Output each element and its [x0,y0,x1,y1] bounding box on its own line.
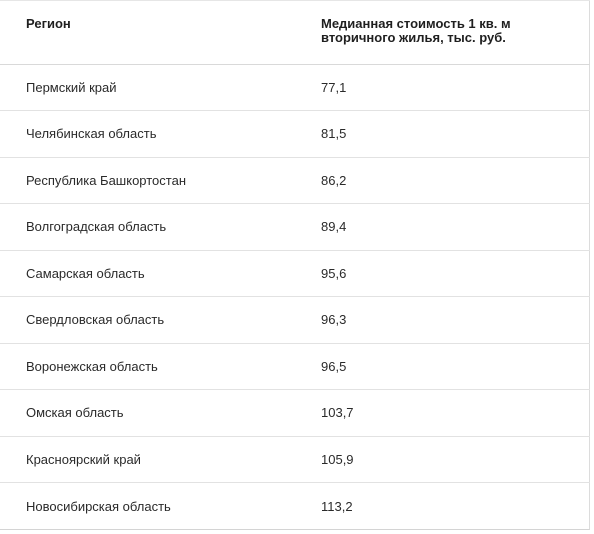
cell-region: Красноярский край [0,436,295,483]
table-body [0,64,590,529]
cell-region: Воронежская область [0,343,295,390]
cell-price: 96,3 [295,297,590,344]
table-row [0,390,590,437]
table-row [0,204,590,251]
table-row [0,157,590,204]
cell-region: Свердловская область [0,297,295,344]
cell-region: Пермский край [0,64,295,111]
cell-price: 103,7 [295,390,590,437]
cell-price: 89,4 [295,204,590,251]
cell-price: 81,5 [295,111,590,158]
table-row [0,483,590,530]
cell-region: Волгоградская область [0,204,295,251]
cell-region: Челябинская область [0,111,295,158]
header-region [0,0,295,64]
cell-region: Республика Башкортостан [0,157,295,204]
header-price-line2: вторичного жилья, тыс. руб. [321,30,506,45]
table-row [0,111,590,158]
cell-region: Самарская область [0,250,295,297]
cell-price: 105,9 [295,436,590,483]
cell-price: 77,1 [295,64,590,111]
header-price [295,0,590,64]
cell-region: Омская область [0,390,295,437]
header-region-label: Регион [26,16,71,31]
cell-price: 96,5 [295,343,590,390]
table-top-border [0,0,590,1]
table-row [0,297,590,344]
cell-region: Новосибирская область [26,498,171,514]
table-row [0,250,590,297]
cell-price: 95,6 [295,250,590,297]
header-price-line1: Медианная стоимость 1 кв. м [321,16,511,31]
cell-price: 113,2 [321,498,353,514]
header-row [0,0,590,64]
table-row [0,436,590,483]
cell-price: 86,2 [295,157,590,204]
table-header [0,0,590,64]
table-row [0,343,590,390]
table-row [0,64,590,111]
